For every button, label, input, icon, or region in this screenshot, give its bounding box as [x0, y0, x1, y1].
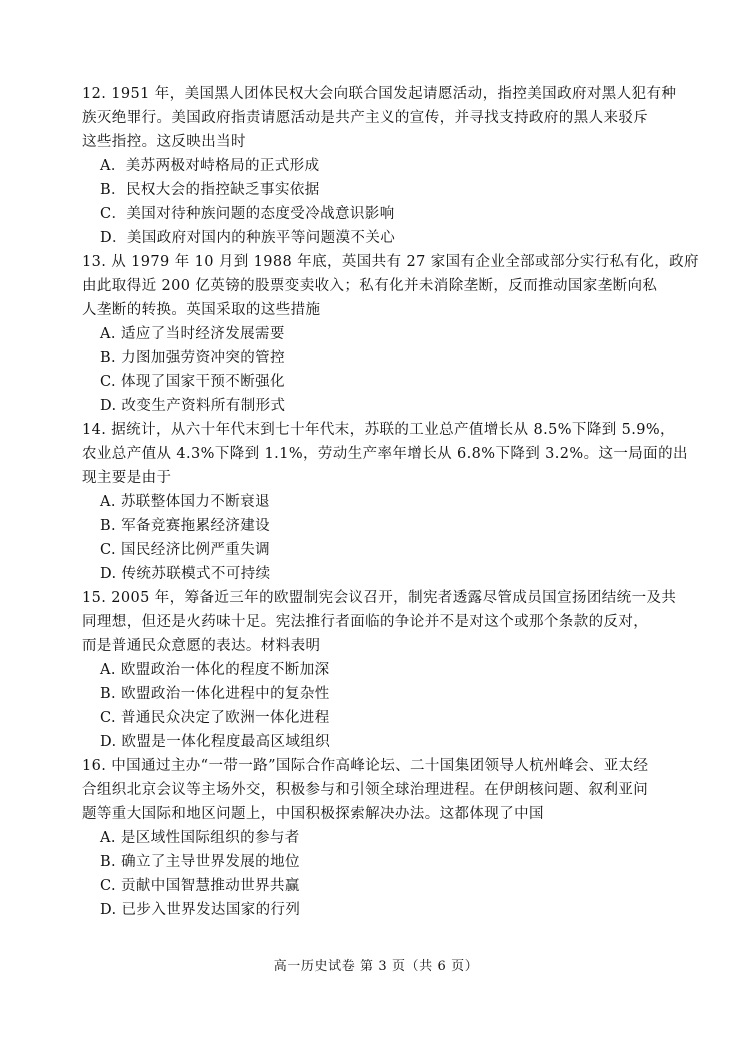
option-d: D. 传统苏联模式不可持续 — [100, 566, 271, 582]
question-16 — [82, 754, 670, 922]
question-stem-line: 这些指控。这反映出当时 — [82, 134, 246, 150]
question-stem-line: 题等重大国际和地区问题上，中国积极探索解决办法。这都体现了中国 — [82, 806, 544, 822]
question-stem-line: 人垄断的转换。英国采取的这些措施 — [82, 302, 321, 318]
option-d: D. 已步入世界发达国家的行列 — [100, 902, 301, 918]
question-13 — [82, 250, 699, 418]
question-12 — [82, 82, 677, 250]
option-a: A. 苏联整体国力不断衰退 — [100, 494, 270, 510]
question-stem-line: 同理想，但还是火药味十足。宪法推行者面临的争论并不是对这个或那个条款的反对， — [82, 614, 649, 630]
option-d: D. 欧盟是一体化程度最高区域组织 — [100, 734, 331, 750]
question-stem-line: 14. 据统计，从六十年代末到七十年代末，苏联的工业总产值增长从 8.5%下降到 5.9%， — [82, 422, 675, 438]
option-b: B. 军备竞赛拖累经济建设 — [100, 518, 271, 534]
question-stem-line: 由此取得近 200 亿英镑的股票变卖收入；私有化并未消除垄断，反而推动国家垄断向私 — [82, 278, 658, 294]
option-b: B. 欧盟政治一体化进程中的复杂性 — [100, 686, 330, 702]
question-stem-line: 12. 1951 年，美国黑人团体民权大会向联合国发起请愿活动，指控美国政府对黑人犯有种 — [82, 86, 677, 102]
question-15 — [82, 586, 677, 754]
option-b: B．民权大会的指控缺乏事实依据 — [100, 182, 320, 198]
question-stem-line: 农业总产值从 4.3%下降到 1.1%，劳动生产率年增长从 6.8%下降到 3.2%。这一局面的出 — [82, 446, 688, 462]
option-c: C. 贡献中国智慧推动世界共赢 — [100, 878, 300, 894]
question-stem-line: 而是普通民众意愿的表达。材料表明 — [82, 638, 321, 654]
question-stem-line: 16. 中国通过主办“一带一路”国际合作高峰论坛、二十国集团领导人杭州峰会、亚太经 — [82, 758, 649, 774]
option-a: A. 适应了当时经济发展需要 — [100, 326, 285, 342]
option-b: B. 确立了主导世界发展的地位 — [100, 854, 300, 870]
question-stem-line: 13. 从 1979 年 10 月到 1988 年底，英国共有 27 家国有企业全部或部分实行私有化，政府 — [82, 254, 699, 270]
option-a: A. 是区域性国际组织的参与者 — [100, 830, 300, 846]
option-b: B. 力图加强劳资冲突的管控 — [100, 350, 285, 366]
question-stem-line: 15. 2005 年，筹备近三年的欧盟制宪会议召开，制宪者透露尽管成员国宣扬团结统一及共 — [82, 590, 677, 606]
page-footer: 高一历史试卷 第 3 页（共 6 页） — [273, 959, 479, 974]
option-c: C. 体现了国家干预不断强化 — [100, 374, 285, 390]
option-a: A．美苏两极对峙格局的正式形成 — [100, 158, 320, 174]
option-a: A. 欧盟政治一体化的程度不断加深 — [100, 662, 330, 678]
question-stem-line: 族灭绝罪行。美国政府指责请愿活动是共产主义的宣传，并寻找支持政府的黑人来驳斥 — [82, 110, 649, 126]
option-c: C．美国对待种族问题的态度受冷战意识影响 — [100, 206, 395, 222]
option-d: D. 改变生产资料所有制形式 — [100, 398, 286, 414]
question-14 — [82, 418, 688, 586]
questions-container — [82, 82, 699, 922]
option-c: C. 国民经济比例严重失调 — [100, 542, 270, 558]
question-stem-line: 现主要是由于 — [82, 470, 172, 486]
option-c: C. 普通民众决定了欧洲一体化进程 — [100, 710, 330, 726]
question-stem-line: 合组织北京会议等主场外交，积极参与和引领全球治理进程。在伊朗核问题、叙利亚问 — [82, 782, 649, 798]
option-d: D．美国政府对国内的种族平等问题漠不关心 — [100, 230, 396, 246]
